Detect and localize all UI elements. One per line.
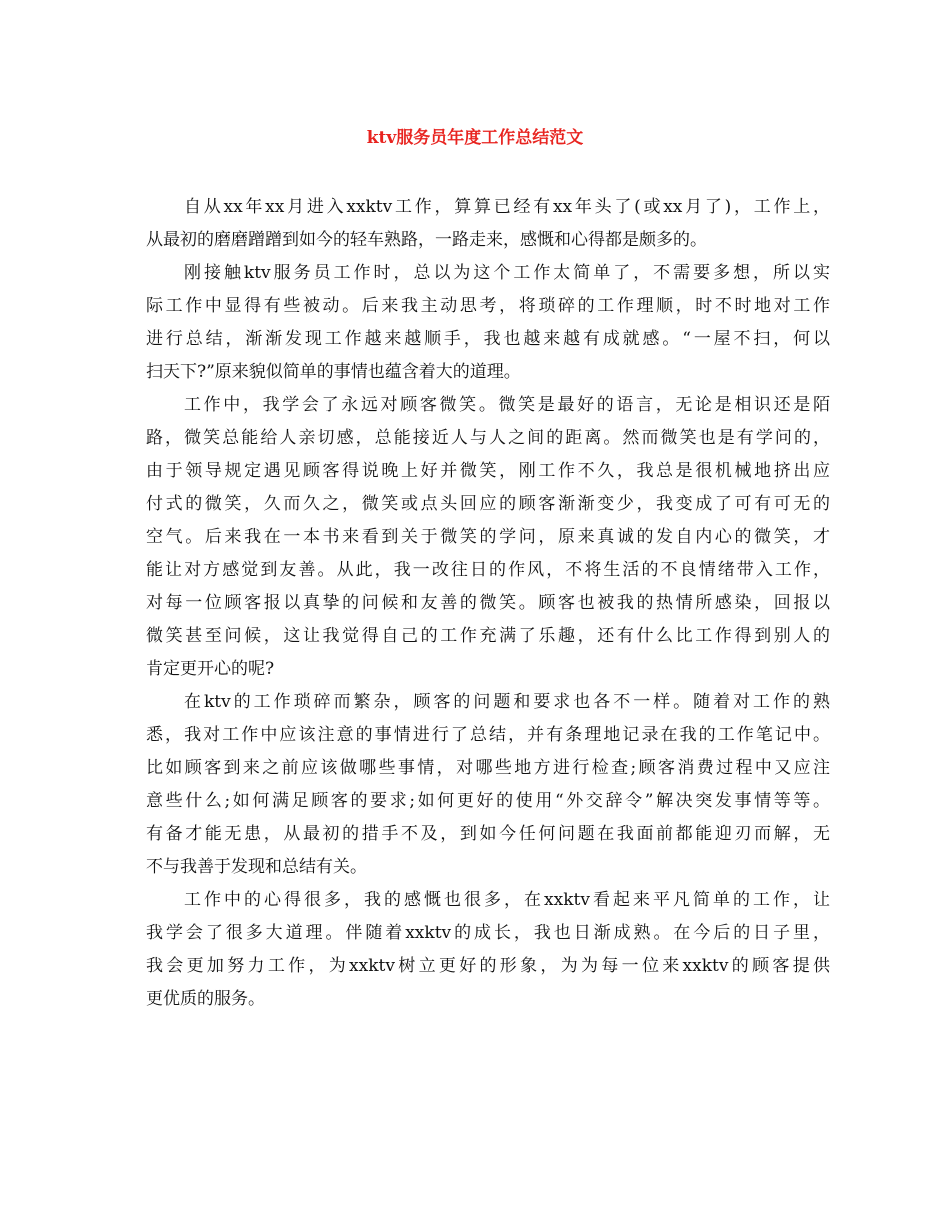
paragraph-line: 由于领导规定遇见顾客得说晚上好并微笑，刚工作不久，我总是很机械地挤出应 (146, 461, 830, 481)
paragraph-line: 不与我善于发现和总结有关。 (146, 857, 367, 877)
paragraph-line: 意些什么;如何满足顾客的要求;如何更好的使用“外交辞令”解决突发事情等等。 (146, 791, 830, 811)
paragraph-line: 对每一位顾客报以真挚的问候和友善的微笑。顾客也被我的热情所感染，回报以 (146, 593, 830, 613)
paragraph-line: 刚接触ktv服务员工作时，总以为这个工作太简单了，不需要多想，所以实 (184, 263, 830, 283)
paragraph-line: 我会更加努力工作，为xxktv树立更好的形象，为为每一位来xxktv的顾客提供 (146, 956, 830, 976)
paragraph-line: 悉，我对工作中应该注意的事情进行了总结，并有条理地记录在我的工作笔记中。 (146, 725, 830, 745)
paragraph (146, 686, 830, 884)
paragraph-line: 有备才能无患，从最初的措手不及，到如今任何问题在我面前都能迎刃而解，无 (146, 824, 830, 844)
paragraph-line: 从最初的磨磨蹭蹭到如今的轻车熟路，一路走来，感慨和心得都是颇多的。 (146, 230, 707, 250)
paragraph-line: 更优质的服务。 (146, 989, 265, 1009)
paragraph-line: 付式的微笑，久而久之，微笑或点头回应的顾客渐渐变少，我变成了可有可无的 (146, 494, 830, 514)
paragraph-line: 肯定更开心的呢? (146, 659, 275, 679)
paragraph (146, 257, 830, 389)
paragraph-line: 我学会了很多大道理。伴随着xxktv的成长，我也日渐成熟。在今后的日子里， (146, 923, 830, 943)
paragraph-line: 自从xx年xx月进入xxktv工作，算算已经有xx年头了(或xx月了)，工作上， (184, 197, 830, 217)
paragraph-line: 工作中的心得很多，我的感慨也很多，在xxktv看起来平凡简单的工作，让 (184, 890, 830, 910)
paragraph-line: 在ktv的工作琐碎而繁杂，顾客的问题和要求也各不一样。随着对工作的熟 (184, 692, 830, 712)
paragraph-line: 进行总结，渐渐发现工作越来越顺手，我也越来越有成就感。“一屋不扫，何以 (146, 329, 830, 349)
paragraph-line: 空气。后来我在一本书来看到关于微笑的学问，原来真诚的发自内心的微笑，才 (146, 527, 830, 547)
paragraph-line: 比如顾客到来之前应该做哪些事情，对哪些地方进行检查;顾客消费过程中又应注 (146, 758, 830, 778)
paragraph-line: 能让对方感觉到友善。从此，我一改往日的作风，不将生活的不良情绪带入工作， (146, 560, 830, 580)
paragraph-line: 际工作中显得有些被动。后来我主动思考，将琐碎的工作理顺，时不时地对工作 (146, 296, 830, 316)
paragraph-line: 扫天下?”原来貌似简单的事情也蕴含着大的道理。 (146, 362, 521, 382)
paragraph (146, 389, 830, 686)
paragraph-line: 微笑甚至问候，这让我觉得自己的工作充满了乐趣，还有什么比工作得到别人的 (146, 626, 830, 646)
paragraph (146, 191, 830, 257)
paragraph-line: 工作中，我学会了永远对顾客微笑。微笑是最好的语言，无论是相识还是陌 (184, 395, 830, 415)
document-title: ktv服务员年度工作总结范文 (366, 128, 584, 148)
paragraph-line: 路，微笑总能给人亲切感，总能接近人与人之间的距离。然而微笑也是有学问的， (146, 428, 830, 448)
document-body (146, 191, 830, 1016)
paragraph (146, 884, 830, 1016)
